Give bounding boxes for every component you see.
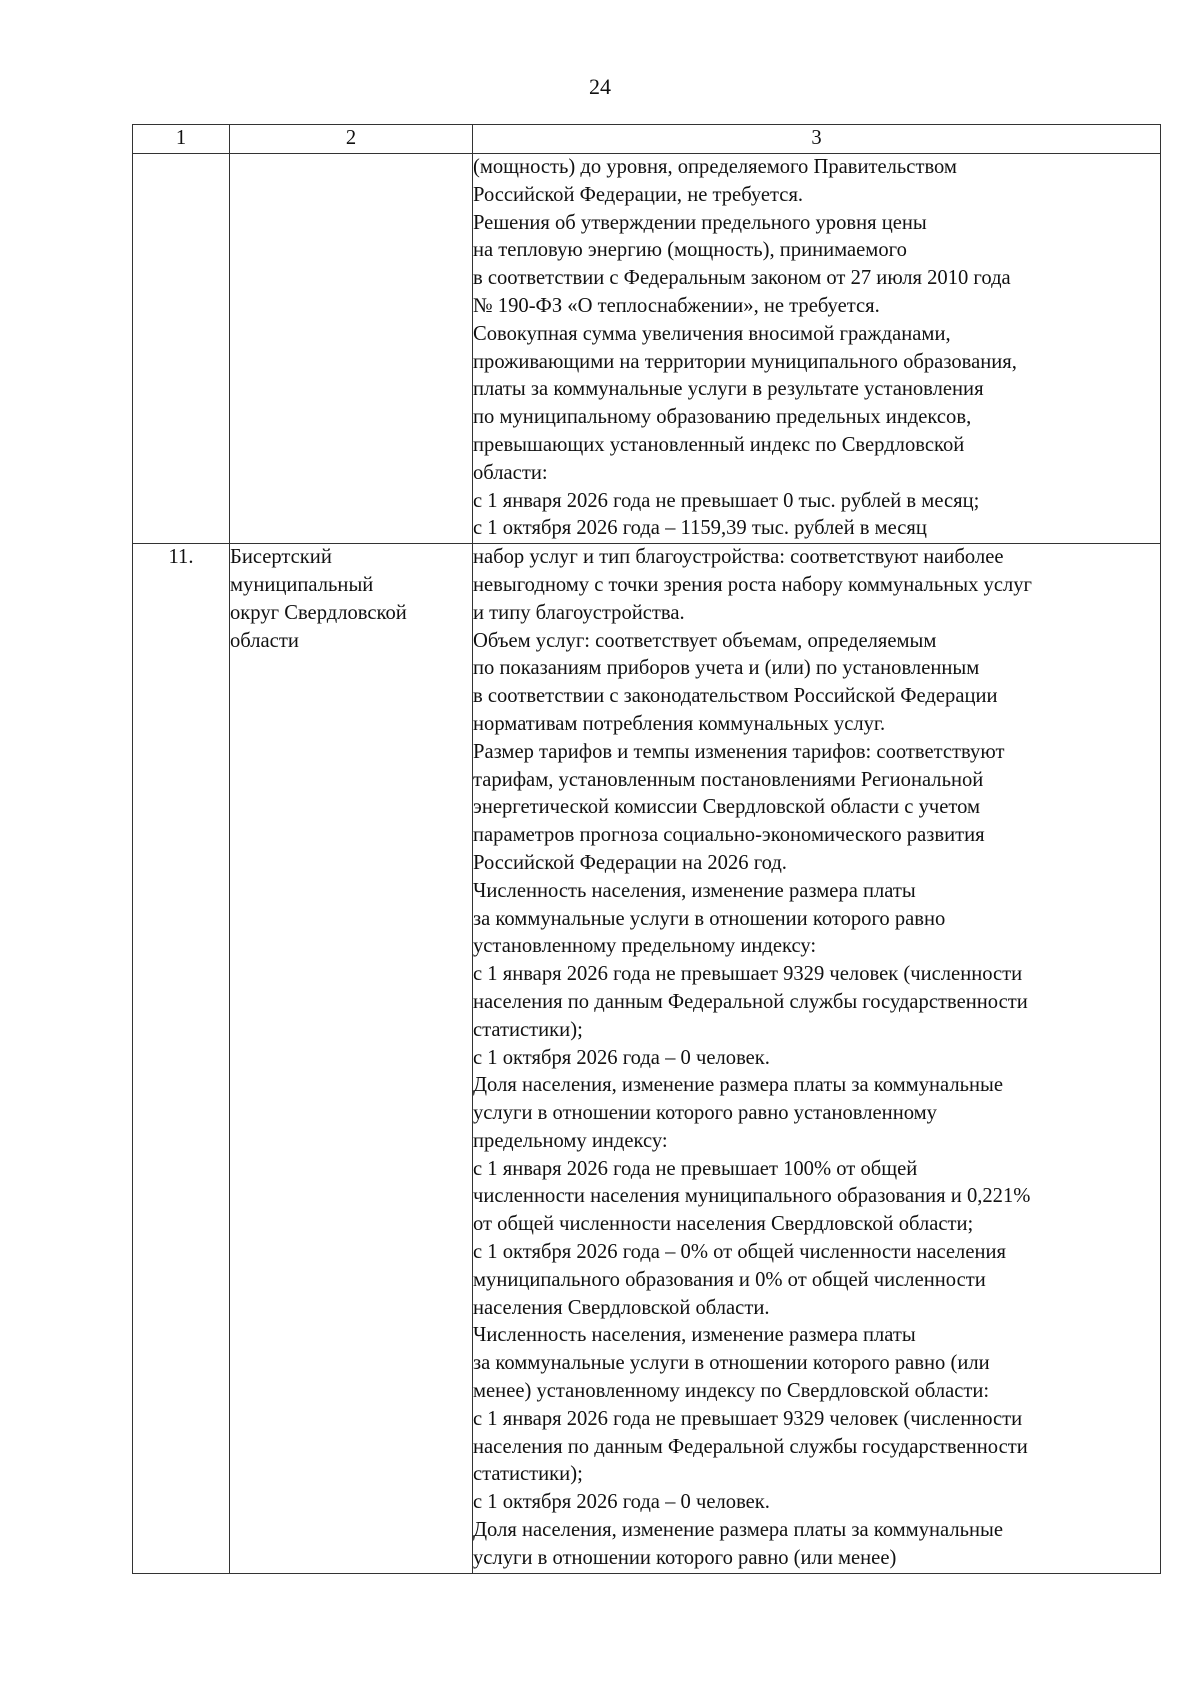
text-line: Совокупная сумма увеличения вносимой гражданами, bbox=[473, 322, 951, 345]
municipality-name-cell bbox=[230, 544, 473, 1573]
text-line: муниципальный bbox=[230, 573, 374, 596]
text-line: от общей численности населения Свердловской области; bbox=[473, 1213, 974, 1236]
text-line: с 1 января 2026 года не превышает 0 тыс. рублей в месяц; bbox=[473, 489, 980, 512]
text-line: численности населения муниципального образования и 0,221% bbox=[473, 1185, 1031, 1208]
text-line: на тепловую энергию (мощность), принимаемого bbox=[473, 239, 907, 262]
text-line: предельному индексу: bbox=[473, 1129, 668, 1152]
text-line: параметров прогноза социально-экономического развития bbox=[473, 824, 985, 847]
table-row-continuation bbox=[133, 154, 1161, 544]
text-line: менее) установленному индексу по Свердловской области: bbox=[473, 1380, 990, 1403]
text-line: населения по данным Федеральной службы государственности bbox=[473, 990, 1028, 1013]
text-line: набор услуг и тип благоустройства: соответствуют наиболее bbox=[473, 546, 1004, 569]
text-line: с 1 октября 2026 года – 0 человек. bbox=[473, 1046, 770, 1069]
text-line: проживающими на территории муниципального образования, bbox=[473, 350, 1017, 373]
text-line: Доля населения, изменение размера платы за коммунальные bbox=[473, 1074, 1004, 1097]
text-line: населения Свердловской области. bbox=[473, 1296, 770, 1319]
text-line: области bbox=[230, 629, 299, 652]
text-line: Численность населения, изменение размера платы bbox=[473, 1324, 916, 1347]
text-line: Доля населения, изменение размера платы за коммунальные bbox=[473, 1519, 1004, 1542]
text-line: тарифам, установленным постановлениями Региональной bbox=[473, 768, 984, 791]
text-line: нормативам потребления коммунальных услуг. bbox=[473, 712, 886, 735]
text-line: за коммунальные услуги в отношении которого равно (или bbox=[473, 1352, 990, 1375]
column-header-municipality: 2 bbox=[230, 125, 473, 154]
text-line: Объем услуг: соответствует объемам, определяемым bbox=[473, 629, 937, 652]
text-line: № 190-ФЗ «О теплоснабжении», не требуется. bbox=[473, 294, 880, 317]
text-line: невыгодному с точки зрения роста набору коммунальных услуг bbox=[473, 573, 1032, 596]
text-line: установленному предельному индексу: bbox=[473, 935, 817, 958]
document-table bbox=[132, 124, 1161, 1574]
text-line: с 1 октября 2026 года – 1159,39 тыс. рублей в месяц bbox=[473, 517, 927, 540]
text-line: (мощность) до уровня, определяемого Правительством bbox=[473, 156, 957, 178]
text-line: в соответствии с законодательством Российской Федерации bbox=[473, 685, 998, 708]
table-header-row bbox=[133, 125, 1161, 154]
column-header-number: 1 bbox=[133, 125, 230, 154]
text-line: услуги в отношении которого равно (или менее) bbox=[473, 1546, 897, 1569]
text-line: в соответствии с Федеральным законом от 27 июля 2010 года bbox=[473, 267, 1011, 290]
text-line: по показаниям приборов учета и (или) по установленным bbox=[473, 657, 980, 680]
description-lines bbox=[473, 154, 1160, 543]
text-line: Российской Федерации на 2026 год. bbox=[473, 851, 787, 874]
page-number: 24 bbox=[589, 74, 611, 99]
municipality-name-cell bbox=[230, 154, 473, 544]
text-line: Численность населения, изменение размера платы bbox=[473, 879, 916, 902]
text-line: Бисертский bbox=[230, 546, 332, 569]
text-line: с 1 января 2026 года не превышает 9329 человек (численности bbox=[473, 963, 1023, 986]
text-line: с 1 января 2026 года не превышает 9329 человек (численности bbox=[473, 1407, 1023, 1430]
description-cell bbox=[473, 544, 1161, 1573]
municipality-name-lines bbox=[230, 544, 472, 655]
text-line: услуги в отношении которого равно установленному bbox=[473, 1102, 937, 1125]
text-line: области: bbox=[473, 461, 548, 484]
text-line: и типу благоустройства. bbox=[473, 601, 685, 624]
column-header-description: 3 bbox=[473, 125, 1161, 154]
description-lines bbox=[473, 544, 1160, 1572]
description-cell bbox=[473, 154, 1161, 544]
table-row-11 bbox=[133, 544, 1161, 1573]
text-line: за коммунальные услуги в отношении которого равно bbox=[473, 907, 946, 930]
text-line: по муниципальному образованию предельных индексов, bbox=[473, 406, 972, 429]
row-number-cell bbox=[133, 154, 230, 544]
text-line: энергетической комиссии Свердловской области с учетом bbox=[473, 796, 981, 819]
text-line: статистики); bbox=[473, 1463, 583, 1486]
text-line: Решения об утверждении предельного уровня цены bbox=[473, 211, 927, 234]
text-line: статистики); bbox=[473, 1018, 583, 1041]
text-line: муниципального образования и 0% от общей численности bbox=[473, 1268, 986, 1291]
text-line: с 1 октября 2026 года – 0% от общей численности населения bbox=[473, 1241, 1006, 1264]
text-line: Российской Федерации, не требуется. bbox=[473, 183, 804, 206]
text-line: превышающих установленный индекс по Свердловской bbox=[473, 433, 965, 456]
text-line: платы за коммунальные услуги в результате установления bbox=[473, 378, 984, 401]
text-line: с 1 января 2026 года не превышает 100% от общей bbox=[473, 1157, 918, 1180]
text-line: населения по данным Федеральной службы государственности bbox=[473, 1435, 1028, 1458]
text-line: округ Свердловской bbox=[230, 601, 407, 624]
text-line: Размер тарифов и темпы изменения тарифов: соответствуют bbox=[473, 740, 1005, 763]
text-line: с 1 октября 2026 года – 0 человек. bbox=[473, 1491, 770, 1514]
row-number-cell: 11. bbox=[133, 544, 230, 1573]
